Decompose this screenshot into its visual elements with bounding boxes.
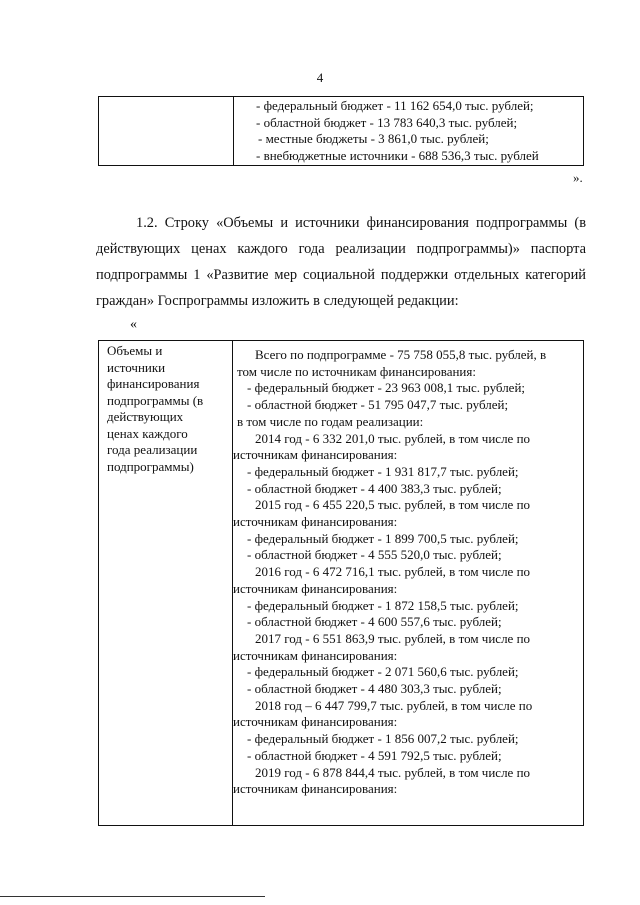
value-line: Всего по подпрограмме - 75 758 055,8 тыс. рублей, в [255,347,547,362]
funding-table [98,340,584,826]
value-line: - областной бюджет - 4 400 383,3 тыс. рублей; [247,480,502,496]
label-line: года реализации [107,442,198,457]
paragraph-line: действующих ценах каждого года реализации подпрограммы)» паспорта [96,241,586,257]
value-line: - федеральный бюджет - 1 872 158,5 тыс. рублей; [247,597,519,613]
value-line: - областной бюджет - 51 795 047,7 тыс. рублей; [247,397,509,413]
value-line: 2019 год - 6 878 844,4 тыс. рублей, в том числе по [255,764,531,780]
body-paragraph [96,210,586,314]
value-line: 2015 год - 6 455 220,5 тыс. рублей, в том числе по [255,497,531,513]
paragraph-line: 1.2. Строку «Объемы и источники финансирования подпрограммы (в [136,215,586,231]
value-line: 2016 год - 6 472 716,1 тыс. рублей, в том числе по [255,564,531,580]
label-line: источники [107,359,166,375]
value-line: - областной бюджет - 4 555 520,0 тыс. рублей; [247,547,502,563]
label-line: ценах каждого [107,425,188,441]
value-line: 2017 год - 6 551 863,9 тыс. рублей, в том числе по [255,630,531,646]
footnote-divider [0,896,265,897]
value-line: том числе по источникам финансирования: [237,363,476,379]
label-line: подпрограммы (в [107,392,204,408]
value-line: источникам финансирования: [233,514,398,530]
value-line: источникам финансирования: [233,447,398,463]
value-line: - федеральный бюджет - 1 899 700,5 тыс. рублей; [247,530,519,546]
page-number: 4 [316,70,324,85]
value-line: - областной бюджет - 4 600 557,6 тыс. рублей; [247,614,502,630]
label-line: действующих [107,409,184,424]
funding-table-label-cell [99,341,233,825]
value-line: - областной бюджет - 4 480 303,3 тыс. рублей; [247,681,502,697]
top-table-line: - внебюджетные источники - 688 536,3 тыс. рублей [256,147,539,163]
funding-table-value-cell [233,341,583,825]
top-table-line: - федеральный бюджет - 11 162 654,0 тыс. рублей; [256,98,534,113]
value-line: источникам финансирования: [233,714,398,730]
value-line: 2018 год – 6 447 799,7 тыс. рублей, в том числе по [255,697,533,713]
top-table-right-cell [234,97,583,165]
paragraph-line: подпрограммы 1 «Развитие мер социальной поддержки отдельных категорий [96,267,586,283]
value-line: источникам финансирования: [233,580,398,596]
label-line: подпрограммы) [107,458,194,474]
label-line: финансирования [107,376,200,391]
paragraph-line: граждан» Госпрограммы изложить в следующей редакции: [96,293,459,309]
value-line: - федеральный бюджет - 1 856 007,2 тыс. рублей; [247,731,519,747]
value-line: источникам финансирования: [233,781,398,797]
top-table [98,96,584,166]
opening-quote: « [130,317,137,332]
top-table-line: - местные бюджеты - 3 861,0 тыс. рублей; [258,131,489,146]
value-line: - областной бюджет - 4 591 792,5 тыс. рублей; [247,747,502,763]
value-line: - федеральный бюджет - 1 931 817,7 тыс. рублей; [247,463,519,479]
value-line: в том числе по годам реализации: [237,413,424,429]
closing-quote: ». [573,170,583,185]
top-table-left-cell [99,97,234,165]
value-line: 2014 год - 6 332 201,0 тыс. рублей, в том числе по [255,430,531,446]
value-line: - федеральный бюджет - 23 963 008,1 тыс. рублей; [247,380,526,396]
value-line: источникам финансирования: [233,647,398,663]
label-line: Объемы и [107,343,163,358]
value-line: - федеральный бюджет - 2 071 560,6 тыс. рублей; [247,664,519,680]
top-table-line: - областной бюджет - 13 783 640,3 тыс. рублей; [256,114,518,130]
